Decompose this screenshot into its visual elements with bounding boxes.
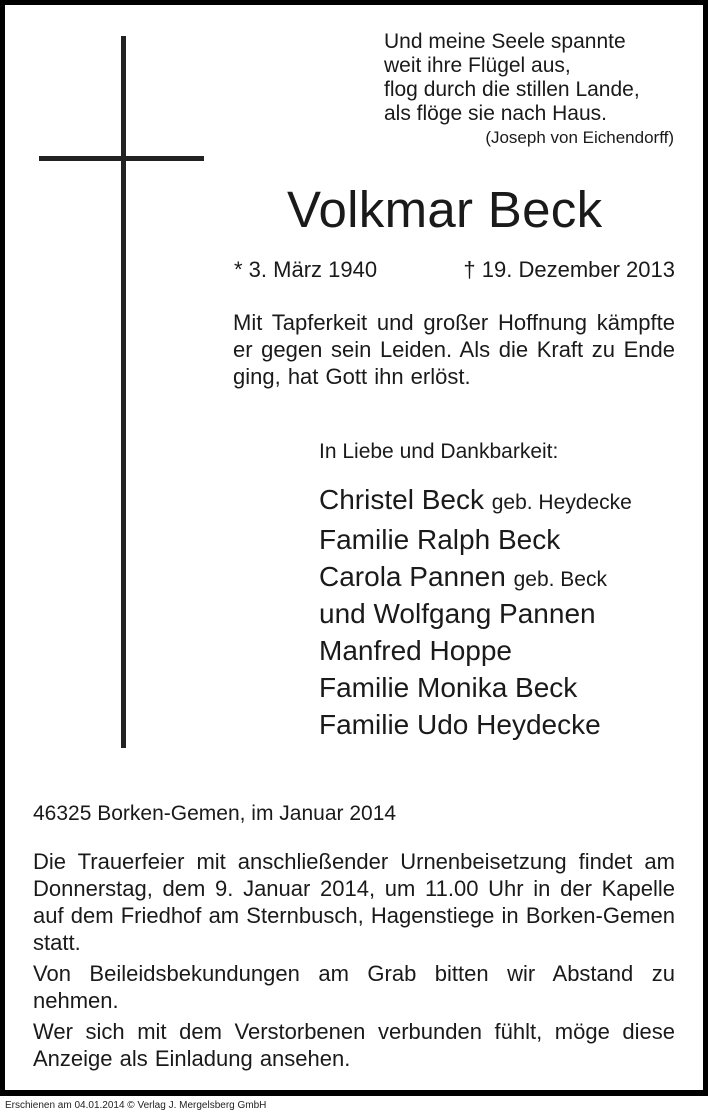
poem-line: als flöge sie nach Haus. <box>384 102 607 125</box>
poem-line: flog durch die stillen Lande, <box>384 78 640 101</box>
death-date: † 19. Dezember 2013 <box>463 257 675 282</box>
mourner-note: geb. Beck <box>513 568 607 591</box>
mourner-entry <box>319 634 689 668</box>
mourner-entry <box>319 708 689 742</box>
thanks-label: In Liebe und Dankbarkeit: <box>319 440 559 463</box>
poem <box>384 30 674 149</box>
mourner-name: Manfred Hoppe <box>319 635 513 666</box>
info-paragraph: Wer sich mit dem Verstorbenen verbunden fühlt, möge diese Anzeige als Einladung ansehen. <box>33 1019 675 1071</box>
cross-icon <box>121 36 126 748</box>
poem-author: (Joseph von Eichendorff) <box>485 128 674 147</box>
mourner-entry <box>319 597 689 631</box>
mourner-note: geb. Heydecke <box>491 491 632 514</box>
service-info <box>33 848 675 1076</box>
mourner-name: Familie Udo Heydecke <box>319 709 601 740</box>
poem-line: weit ihre Flügel aus, <box>384 54 571 77</box>
poem-line: Und meine Seele spannte <box>384 30 626 53</box>
mourner-entry <box>319 671 689 705</box>
place-date: 46325 Borken-Gemen, im Januar 2014 <box>33 802 397 825</box>
mourner-name: und Wolfgang Pannen <box>319 598 596 629</box>
publisher-footer: Erschienen am 04.01.2014 © Verlag J. Mergelsberg GmbH <box>5 1100 267 1111</box>
mourner-list <box>319 483 689 745</box>
cross-icon-crossbar <box>39 156 204 161</box>
mourner-name: Familie Ralph Beck <box>319 524 561 555</box>
tribute-text: Mit Tapferkeit und großer Hoffnung kämpfte er gegen sein Leiden. Als die Kraft zu Ende ging, hat Gott ihn erlöst. <box>233 310 675 389</box>
mourner-entry <box>319 483 689 520</box>
birth-date: * 3. März 1940 <box>234 257 378 282</box>
deceased-name: Volkmar Beck <box>287 181 603 238</box>
info-paragraph: Die Trauerfeier mit anschließender Urnenbeisetzung findet am Donnerstag, dem 9. Januar 2014, um 11.00 Uhr in der Kapelle auf dem Friedhof am Sternbusch, Hagenstiege in Borken-Gemen statt. <box>33 849 675 955</box>
mourner-name: Christel Beck <box>319 484 484 515</box>
mourner-name: Carola Pannen <box>319 561 506 592</box>
mourner-entry <box>319 560 689 597</box>
mourner-entry <box>319 523 689 557</box>
info-paragraph: Von Beileidsbekundungen am Grab bitten wir Abstand zu nehmen. <box>33 961 675 1013</box>
mourner-name: Familie Monika Beck <box>319 672 578 703</box>
